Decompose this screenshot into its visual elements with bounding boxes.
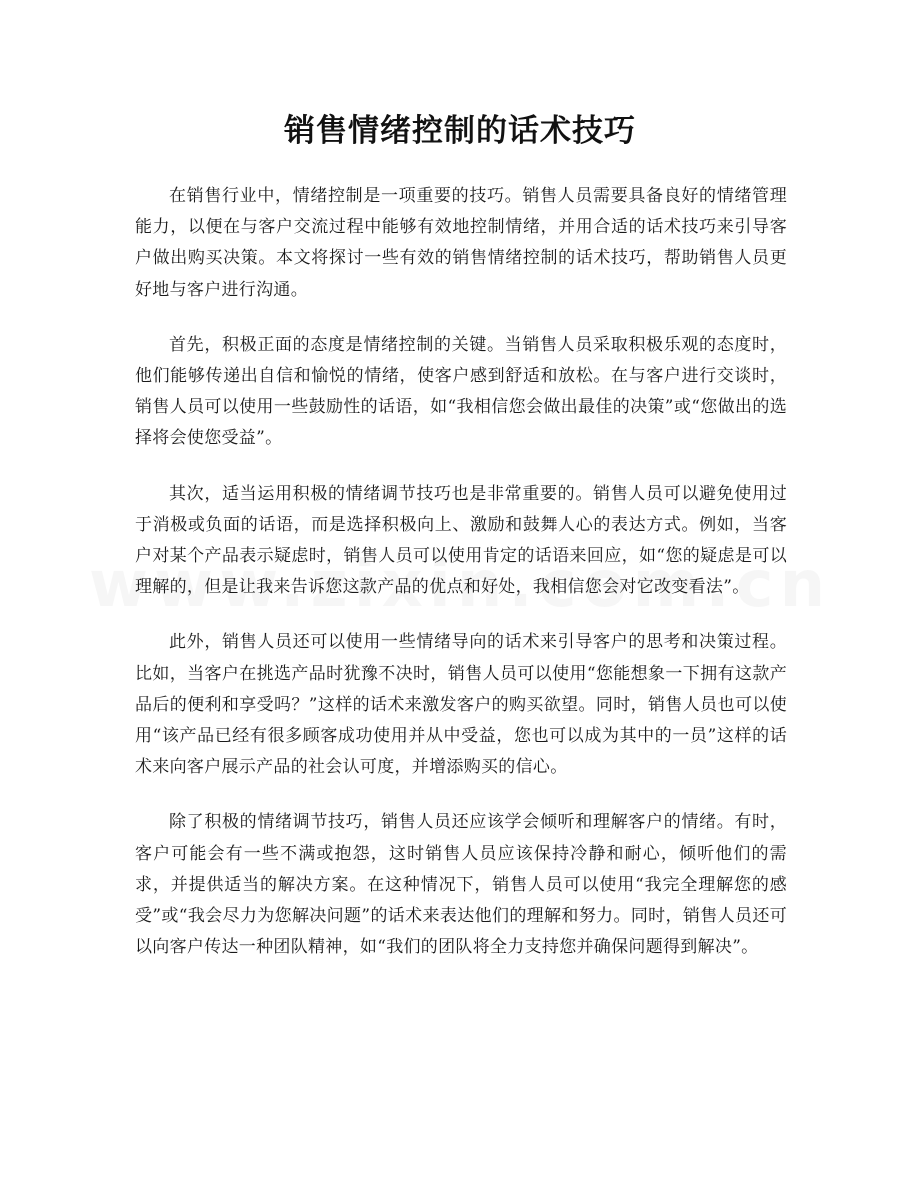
- paragraph-5: 除了积极的情绪调节技巧，销售人员还应该学会倾听和理解客户的情绪。有时，客户可能会有一些不满或抱怨，这时销售人员应该保持冷静和耐心，倾听他们的需求，并提供适当的解决方案。在这种情况下，销售人员可以使用“我完全理解您的感受”或“我会尽力为您解决问题”的话术来表达他们的理解和努力。同时，销售人员还可以向客户传达一种团队精神，如“我们的团队将全力支持您并确保问题得到解决”。: [135, 812, 787, 958]
- paragraph-3: 其次，适当运用积极的情绪调节技巧也是非常重要的。销售人员可以避免使用过于消极或负面的话语，而是选择积极向上、激励和鼓舞人心的表达方式。例如，当客户对某个产品表示疑虑时，销售人员可以使用肯定的话语来回应，如“您的疑虑是可以理解的，但是让我来告诉您这款产品的优点和好处，我相信您会对它改变看法”。: [135, 483, 787, 598]
- paragraph-1: 在销售行业中，情绪控制是一项重要的技巧。销售人员需要具备良好的情绪管理能力，以便在与客户交流过程中能够有效地控制情绪，并用合适的话术技巧来引导客户做出购买决策。本文将探讨一些有效的销售情绪控制的话术技巧，帮助销售人员更好地与客户进行沟通。: [135, 186, 787, 300]
- paragraph-4: 此外，销售人员还可以使用一些情绪导向的话术来引导客户的思考和决策过程。比如，当客户在挑选产品时犹豫不决时，销售人员可以使用“您能想象一下拥有这款产品后的便利和享受吗？”这样的话术来激发客户的购买欲望。同时，销售人员也可以使用“该产品已经有很多顾客成功使用并从中受益，您也可以成为其中的一员”这样的话术来向客户展示产品的社会认可度，并增添购买的信心。: [135, 632, 787, 778]
- document-body: [135, 181, 787, 987]
- page-title: 销售情绪控制的话术技巧: [284, 113, 636, 149]
- paragraph-2: 首先，积极正面的态度是情绪控制的关键。当销售人员采取积极乐观的态度时，他们能够传递出自信和愉悦的情绪，使客户感到舒适和放松。在与客户进行交谈时，销售人员可以使用一些鼓励性的话语，如“我相信您会做出最佳的决策”或“您做出的选择将会使您受益”。: [135, 334, 787, 449]
